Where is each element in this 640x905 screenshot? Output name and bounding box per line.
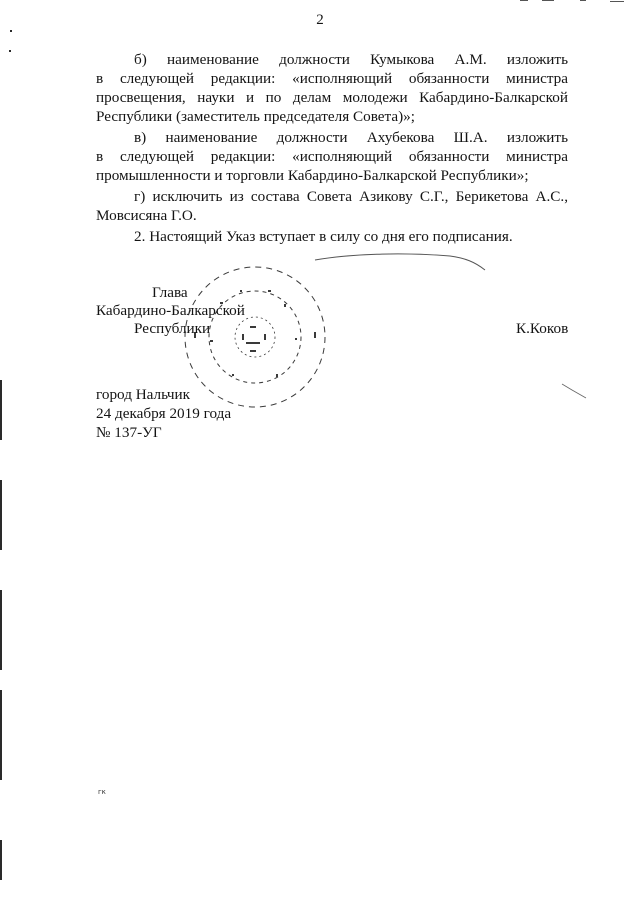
footer-code: гк	[98, 788, 106, 796]
paragraph-b-line-3: просвещения, науки и по делам молодежи Кабардино-Балкарской	[96, 89, 568, 106]
paragraph-v-line-3: промышленности и торговли Кабардино-Балкарской Республики»;	[96, 167, 529, 184]
place-and-date	[96, 385, 231, 442]
document-body	[96, 50, 568, 246]
paragraph-g-line-1: г) исключить из состава Совета Азикову С.Г., Берикетова А.С.,	[134, 188, 568, 205]
signatory-title	[96, 284, 245, 338]
page-number: 2	[316, 12, 324, 28]
paragraph-b-line-2: в следующей редакции: «исполняющий обязанности министра	[96, 70, 568, 87]
decree-date: 24 декабря 2019 года	[96, 405, 232, 422]
paragraph-v-line-2: в следующей редакции: «исполняющий обязанности министра	[96, 148, 568, 165]
handwritten-signature-stroke	[310, 248, 490, 278]
item-2-effective-date: 2. Настоящий Указ вступает в силу со дня его подписания.	[134, 228, 513, 245]
decree-number: № 137-УГ	[96, 424, 162, 441]
city: город Нальчик	[96, 386, 191, 403]
paragraph-v-line-1: в) наименование должности Ахубекова Ш.А. изложить	[134, 129, 568, 146]
paragraph-g-line-2: Мовсисяна Г.О.	[96, 207, 197, 224]
signatory-title-line-2: Кабардино-Балкарской	[96, 302, 245, 319]
paragraph-b-line-4: Республики (заместитель председателя Совета)»;	[96, 108, 415, 125]
top-edge-marks	[520, 0, 640, 6]
signatory-title-line-3: Республики	[134, 320, 211, 337]
signatory-name: К.Коков	[516, 320, 569, 337]
paragraph-b-line-1: б) наименование должности Кумыкова А.М. изложить	[134, 51, 568, 68]
signatory-title-line-1: Глава	[152, 284, 188, 301]
scan-margin-marks	[0, 0, 14, 905]
pen-mark	[560, 380, 590, 400]
